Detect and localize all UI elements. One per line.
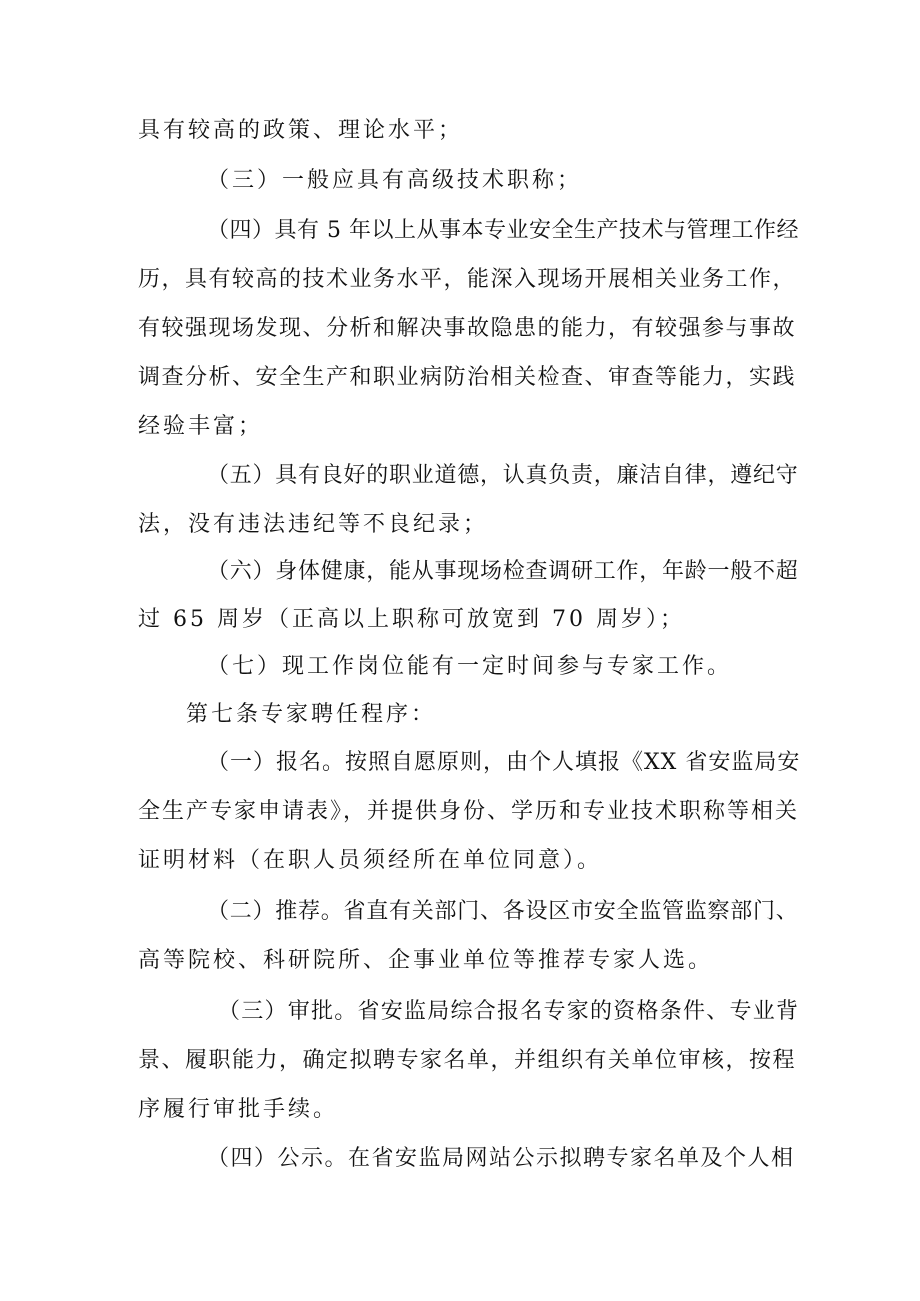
text-line: （一）报名。按照自愿原则，由个人填报《XX 省安监局安 (207, 750, 801, 775)
text-line: （七）现工作岗位能有一定时间参与专家工作。 (207, 654, 733, 679)
section-heading: 第七条专家聘任程序： (186, 702, 437, 727)
text-line: 法，没有违法违纪等不良纪录； (138, 512, 489, 537)
text-line: 全生产专家申请表》，并提供身份、学历和专业技术职称等相关 (138, 799, 800, 824)
text-line: 序履行审批手续。 (138, 1097, 339, 1122)
text-line: 证明材料（在职人员须经所在单位同意）。 (138, 848, 603, 873)
text-line: 有较强现场发现、分析和解决事故隐患的能力，有较强参与事故 (138, 316, 797, 341)
text-line: 景、履职能力，确定拟聘专家名单，并组织有关单位审核，按程 (138, 1048, 797, 1073)
text-line: 调查分析、安全生产和职业病防治相关检查、审查等能力，实践 (138, 365, 797, 390)
text-line: （四）具有 5 年以上从事本专业安全生产技术与管理工作经 (207, 218, 799, 243)
text-line: 经验丰富； (138, 414, 264, 439)
text-line: （二）推荐。省直有关部门、各设区市安全监管监察部门、 (207, 899, 799, 924)
text-line: 过 65 周岁（正高以上职称可放宽到 70 周岁）； (138, 607, 685, 632)
text-line: （五）具有良好的职业道德，认真负责，廉洁自律，遵纪守 (207, 463, 799, 488)
text-line: 历，具有较高的技术业务水平，能深入现场开展相关业务工作， (138, 267, 797, 292)
text-line: 具有较高的政策、理论水平； (138, 118, 464, 143)
text-line: （四）公示。在省安监局网站公示拟聘专家名单及个人相 (207, 1146, 795, 1171)
text-line: （六）身体健康，能从事现场检查调研工作，年龄一般不超 (207, 559, 799, 584)
text-line: （三）审批。省安监局综合报名专家的资格条件、专业背 (218, 999, 800, 1024)
text-line: 高等院校、科研院所、企事业单位等推荐专家人选。 (138, 948, 714, 973)
text-line: （三）一般应具有高级技术职称； (207, 168, 583, 193)
